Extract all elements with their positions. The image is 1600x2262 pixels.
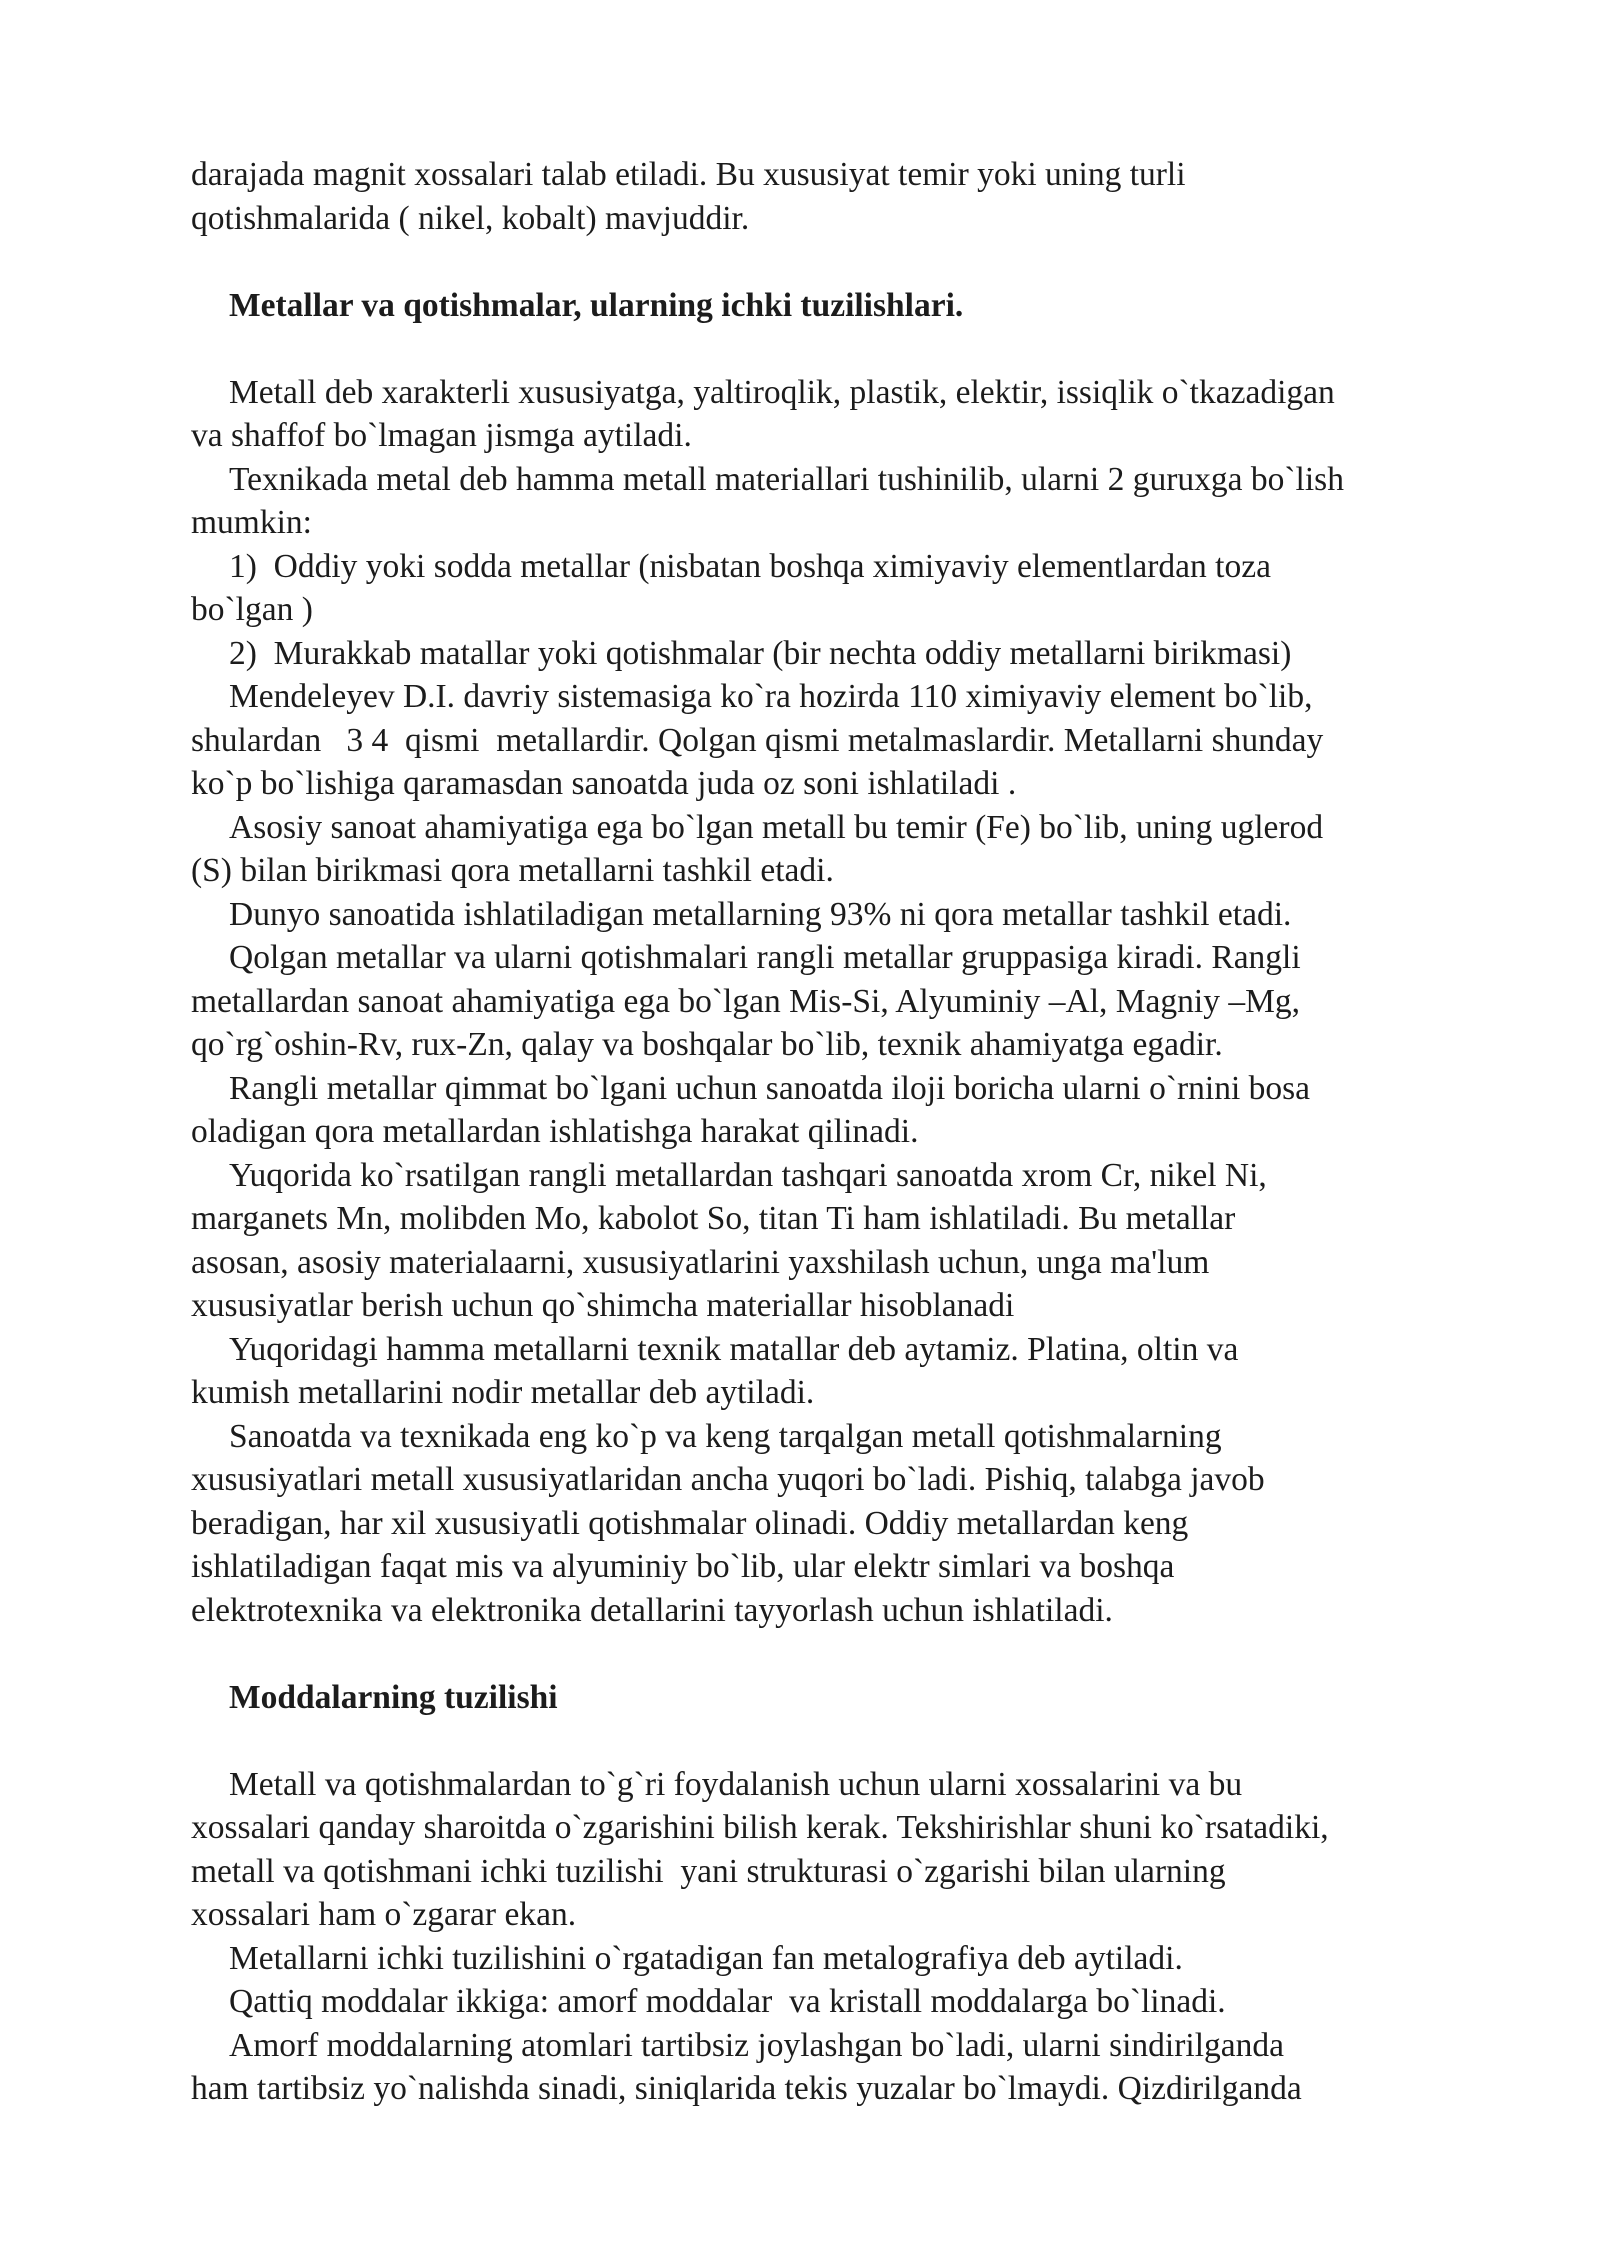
text-line: metall va qotishmani ichki tuzilishi yani strukturasi o`zgarishi bilan ularning [191,1852,1226,1890]
text-line: qo`rg`oshin-Rv, rux-Zn, qalay va boshqalar bo`lib, texnik ahamiyatga egadir. [191,1026,1223,1063]
text-line: (S) bilan birikmasi qora metallarni tashkil etadi. [191,852,834,889]
text-line: Yuqorida ko`rsatilgan rangli metallardan tashqari sanoatda xrom Cr, nikel Ni, [229,1156,1267,1194]
text-line: Texnikada metal deb hamma metall materiallari tushinilib, ularni 2 guruxga bo`lish [229,460,1344,498]
text-line: asosan, asosiy materialaarni, xususiyatlarini yaxshilash uchun, unga ma'lum [191,1243,1210,1281]
text-line: Qattiq moddalar ikkiga: amorf moddalar va kristall moddalarga bo`linadi. [229,1983,1226,2020]
text-line: shulardan 3 4 qismi metallardir. Qolgan qismi metalmaslardir. Metallarni shunday [191,721,1324,759]
text-line: va shaffof bo`lmagan jismga aytiladi. [191,417,692,454]
text-line: xususiyatlari metall xususiyatlaridan ancha yuqori bo`ladi. Pishiq, talabga javob [191,1461,1265,1498]
text-line: Metall deb xarakterli xususiyatga, yaltiroqlik, plastik, elektir, issiqlik o`tkazadigan [229,373,1335,411]
blank-line [191,240,1511,284]
text-line: oladigan qora metallardan ishlatishga harakat qilinadi. [191,1113,919,1150]
text-line: marganets Mn, molibden Mo, kabolot So, titan Ti ham ishlatiladi. Bu metallar [191,1200,1236,1237]
text-line: Yuqoridagi hamma metallarni texnik matallar deb aytamiz. Platina, oltin va [229,1330,1239,1368]
blank-line [191,1719,1511,1763]
text-line: xossalari qanday sharoitda o`zgarishini bilish kerak. Tekshirishlar shuni ko`rsatadiki, [191,1809,1329,1846]
text-line: Rangli metallar qimmat bo`lgani uchun sanoatda iloji boricha ularni o`rnini bosa [229,1069,1311,1107]
text-line: kumish metallarini nodir metallar deb aytiladi. [191,1374,815,1411]
text-line: Metallarni ichki tuzilishini o`rgatadigan fan metalografiya deb aytiladi. [229,1939,1183,1977]
document-body [191,153,1511,2111]
text-line: ishlatiladigan faqat mis va alyuminiy bo`lib, ular elektr simlari va boshqa [191,1548,1175,1585]
text-line: Amorf moddalarning atomlari tartibsiz joylashgan bo`ladi, ularni sindirilganda [229,2026,1284,2064]
section-heading: Metallar va qotishmalar, ularning ichki tuzilishlari. [229,286,964,324]
text-line: mumkin: [191,504,312,541]
section-heading: Moddalarning tuzilishi [229,1678,558,1716]
text-line: Dunyo sanoatida ishlatiladigan metallarning 93% ni qora metallar tashkil etadi. [229,895,1292,933]
text-line: xususiyatlar berish uchun qo`shimcha materiallar hisoblanadi [191,1287,1015,1324]
blank-line [191,327,1511,371]
text-line: Asosiy sanoat ahamiyatiga ega bo`lgan metall bu temir (Fe) bo`lib, uning uglerod [229,808,1324,846]
text-line: metallardan sanoat ahamiyatiga ega bo`lgan Mis-Si, Alyuminiy –Al, Magniy –Mg, [191,982,1301,1020]
text-line: 1) Oddiy yoki sodda metallar (nisbatan boshqa ximiyaviy elementlardan toza [229,547,1271,585]
text-line: elektrotexnika va elektronika detallarini tayyorlash uchun ishlatiladi. [191,1591,1113,1629]
text-line: 2) Murakkab matallar yoki qotishmalar (bir nechta oddiy metallarni birikmasi) [229,634,1292,672]
text-line: darajada magnit xossalari talab etiladi. Bu xususiyat temir yoki uning turli [191,156,1186,193]
text-line: bo`lgan ) [191,591,313,628]
text-line: xossalari ham o`zgarar ekan. [191,1896,577,1933]
blank-line [191,1632,1511,1676]
text-line: Qolgan metallar va ularni qotishmalari rangli metallar gruppasiga kiradi. Rangli [229,939,1301,976]
text-line: Mendeleyev D.I. davriy sistemasiga ko`ra hozirda 110 ximiyaviy element bo`lib, [229,678,1313,715]
text-line: qotishmalarida ( nikel, kobalt) mavjuddir. [191,199,750,237]
text-line: Metall va qotishmalardan to`g`ri foydalanish uchun ularni xossalarini va bu [229,1765,1243,1803]
text-line: beradigan, har xil xususiyatli qotishmalar olinadi. Oddiy metallardan keng [191,1504,1189,1542]
text-line: ham tartibsiz yo`nalishda sinadi, siniqlarida tekis yuzalar bo`lmaydi. Qizdirilganda [191,2070,1302,2107]
text-line: ko`p bo`lishiga qaramasdan sanoatda juda oz soni ishlatiladi . [191,765,1017,802]
text-line: Sanoatda va texnikada eng ko`p va keng tarqalgan metall qotishmalarning [229,1417,1222,1455]
